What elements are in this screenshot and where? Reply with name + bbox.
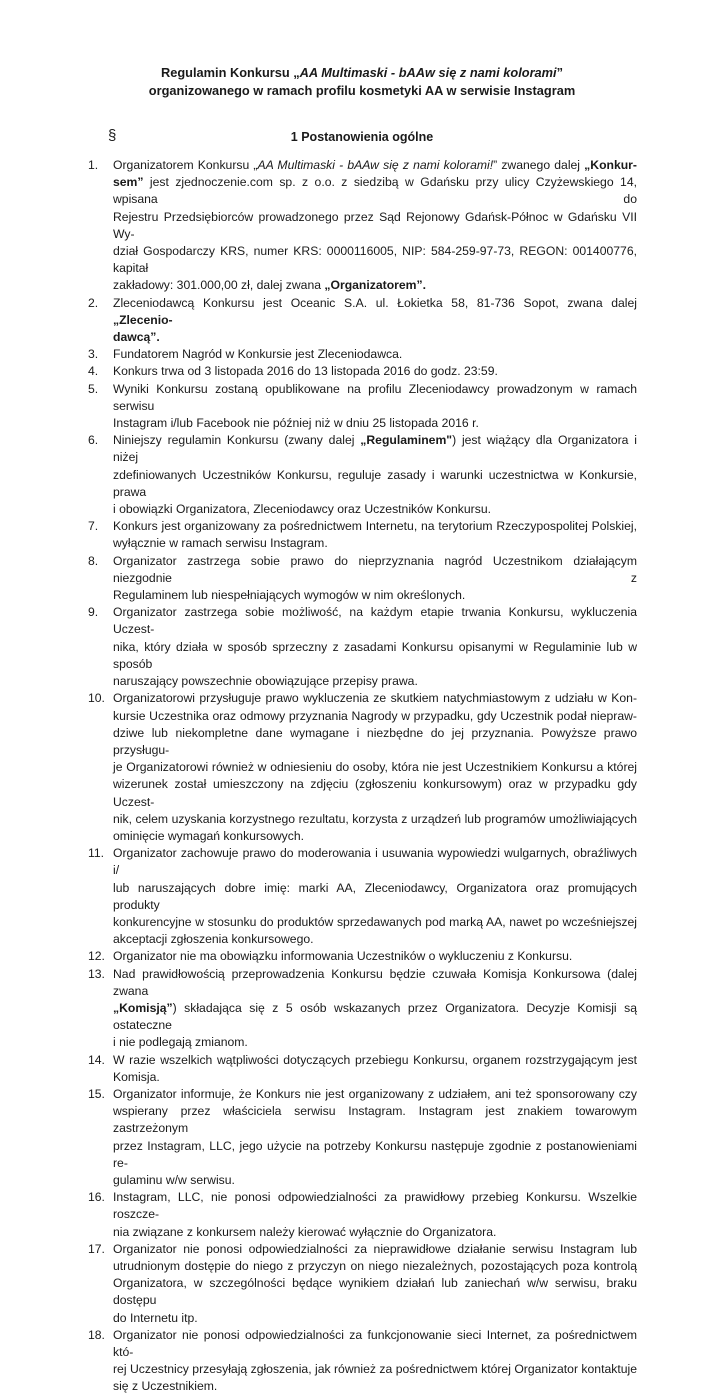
text-line xyxy=(113,432,637,466)
text-line xyxy=(113,415,637,432)
text-segment: ) jest wiążący dla Organizatora i niżej xyxy=(113,433,637,465)
item-number: 14. xyxy=(88,1052,105,1067)
text-line xyxy=(113,1241,637,1258)
item-text xyxy=(113,966,637,1052)
item-number: 8. xyxy=(88,553,99,568)
item-number: 15. xyxy=(88,1086,105,1101)
item-number: 1. xyxy=(88,158,99,172)
item-text xyxy=(113,518,637,552)
list-item xyxy=(0,381,637,433)
text-line xyxy=(113,1052,637,1069)
text-line xyxy=(113,1000,637,1034)
text-segment: nik, celem uzyskania korzystnego rezultatu, korzysta z urządzeń lub programów umożliwiających xyxy=(113,811,637,826)
text-line xyxy=(113,587,637,604)
text-segment: Komisja. xyxy=(113,1069,160,1084)
item-text xyxy=(113,1327,637,1396)
text-segment: Organizatora, w szczególności będące wynikiem działań lub zaniechań w/w serwisu, braku dostępu xyxy=(113,1276,637,1308)
text-segment: nika, który działa w sposób sprzeczny z zasadami Konkursu opisanymi w Regulaminie lub w sposób xyxy=(113,639,637,671)
item-text xyxy=(113,1086,637,1189)
text-segment: dawcą”. xyxy=(113,330,160,345)
text-line xyxy=(113,1103,637,1137)
text-line xyxy=(113,725,637,759)
text-line xyxy=(113,1172,637,1189)
item-number: 13. xyxy=(88,966,105,981)
item-number: 18. xyxy=(88,1327,105,1342)
text-line xyxy=(113,1310,637,1327)
item-text xyxy=(113,295,637,347)
text-segment: Organizator zastrzega sobie prawo do nieprzyznania nagród Uczestnikom działającym niezgodnie z xyxy=(113,553,637,585)
text-line xyxy=(113,346,637,363)
item-number: 2. xyxy=(88,295,99,310)
text-line xyxy=(113,209,637,243)
item-number: 16. xyxy=(88,1190,105,1205)
text-segment: „Regulaminem" xyxy=(360,433,453,448)
text-segment: Organizator nie ma obowiązku informowania Uczestników o wykluczeniu z Konkursu. xyxy=(113,949,573,964)
list-item xyxy=(0,346,637,363)
item-number: 4. xyxy=(88,364,99,379)
text-line xyxy=(113,811,637,828)
item-number: 17. xyxy=(88,1241,105,1256)
section-sign: § xyxy=(108,127,117,144)
list-item xyxy=(0,295,637,347)
text-segment: Wyniki Konkursu zostaną opublikowane na profilu Zleceniodawcy prowadzonym w ramach serwisu xyxy=(113,381,637,413)
text-segment: kursie Uczestnika oraz odmowy przyznania Nagrody w przypadku, gdy Uczestnik podał niepraw- xyxy=(113,708,637,723)
text-line xyxy=(113,381,637,415)
text-segment: ) składająca się z 5 osób wskazanych przez Organizatora. Decyzje Komisji są ostateczne xyxy=(113,1000,637,1033)
section-heading: 1 Postanowienia ogólne xyxy=(290,130,434,144)
text-line xyxy=(113,966,637,1000)
text-segment: się z Uczestnikiem. xyxy=(113,1379,218,1394)
list-item xyxy=(0,1052,637,1086)
text-segment: Organizator zastrzega sobie możliwość, na każdym etapie trwania Konkursu, wykluczenia Uczest- xyxy=(113,605,637,637)
text-line xyxy=(113,295,637,329)
text-line xyxy=(113,708,637,725)
text-segment: przez Instagram, LLC, jego użycie na potrzeby Konkursu następuje zgodnie z postanowieniami re- xyxy=(113,1138,637,1170)
text-segment: AA Multimaski - bAAw się z nami kolorami! xyxy=(257,158,494,172)
list-item xyxy=(0,1327,637,1396)
text-segment: dział Gospodarczy KRS, numer KRS: 0000116005, NIP: 584-259-97-73, REGON: 001400776, kapitał xyxy=(113,244,637,276)
text-line xyxy=(113,914,637,931)
text-segment: Konkurs trwa od 3 listopada 2016 do 13 listopada 2016 do godz. 23:59. xyxy=(113,364,498,379)
list-item xyxy=(0,604,637,690)
text-segment: Rejestru Przedsiębiorców prowadzonego przez Sąd Rejonowy Gdańsk-Północ w Gdańsku VII Wy- xyxy=(113,209,637,241)
text-segment: Zleceniodawcą Konkursu jest Oceanic S.A. ul. Łokietka 58, 81-736 Sopot, zwana dalej xyxy=(113,295,637,310)
text-line xyxy=(113,1086,637,1103)
list-item xyxy=(0,432,637,518)
list-item xyxy=(0,966,637,1052)
text-segment: „Komisją” xyxy=(113,1000,173,1015)
text-line xyxy=(113,363,637,380)
list-item xyxy=(0,363,637,380)
text-segment: naruszający powszechnie obowiązujące przepisy prawa. xyxy=(113,674,418,689)
item-number: 12. xyxy=(88,949,105,964)
text-segment: „Organizatorem”. xyxy=(324,278,426,293)
text-segment: Konkurs jest organizowany za pośrednictwem Internetu, na terytorium Rzeczypospolitej Polskiej, xyxy=(113,519,637,534)
text-segment: „Konkur- xyxy=(584,158,637,172)
text-line xyxy=(113,329,637,346)
text-line xyxy=(113,828,637,845)
text-line xyxy=(113,639,637,673)
text-line xyxy=(113,1138,637,1172)
text-segment: ” zwanego dalej xyxy=(493,158,585,172)
text-segment: gulaminu w/w serwisu. xyxy=(113,1172,235,1187)
text-segment: Instagram i/lub Facebook nie później niż w dniu 25 listopada 2016 r. xyxy=(113,416,479,431)
text-segment: Regulaminem lub niespełniających wymogów w nim określonych. xyxy=(113,588,466,603)
item-number: 9. xyxy=(88,605,99,620)
text-line xyxy=(113,604,637,638)
text-segment: do Internetu itp. xyxy=(113,1310,198,1325)
text-segment: wizerunek został umieszczony na zdjęciu (zgłoszeniu konkursowym) oraz w przypadku gdy Uczest- xyxy=(113,777,637,809)
title-line-1: Regulamin Konkursu „AA Multimaski - bAAw się z nami kolorami” xyxy=(161,65,563,80)
text-line xyxy=(113,1224,637,1241)
text-segment: je Organizatorowi również w odniesieniu do osoby, która nie jest Uczestnikiem Konkursu a której xyxy=(113,760,637,775)
text-segment: Instagram, LLC, nie ponosi odpowiedzialności za prawidłowy przebieg Konkursu. Wszelkie roszcze- xyxy=(113,1190,637,1222)
text-segment: i nie podlegają zmianom. xyxy=(113,1035,248,1050)
text-segment: Organizatorem Konkursu „ xyxy=(113,158,258,172)
item-number: 7. xyxy=(88,519,99,534)
list-item xyxy=(0,1241,637,1327)
text-line xyxy=(113,243,637,277)
text-segment: Organizatorowi przysługuje prawo wykluczenia ze skutkiem natychmiastowym z udziału w Kon- xyxy=(113,691,637,706)
text-segment: W razie wszelkich wątpliwości dotyczących przebiegu Konkursu, organem rozstrzygającym jest xyxy=(113,1052,637,1067)
text-line xyxy=(113,759,637,776)
text-segment: rej Uczestnicy przesyłają zgłoszenia, jak również za pośrednictwem której Organizator kontaktuje xyxy=(113,1362,637,1377)
item-text xyxy=(113,604,637,690)
item-text xyxy=(113,948,637,965)
text-segment: ominięcie wymagań konkursowych. xyxy=(113,828,305,843)
text-line xyxy=(113,1275,637,1309)
item-text xyxy=(113,363,637,380)
text-line xyxy=(113,673,637,690)
text-line xyxy=(113,1361,637,1378)
text-segment: Organizator informuje, że Konkurs nie jest organizowany z udziałem, ani też sponsorowany czy xyxy=(113,1086,637,1101)
text-line xyxy=(113,174,637,208)
item-text xyxy=(113,381,637,433)
item-number: 3. xyxy=(88,347,99,362)
item-text xyxy=(113,1189,637,1241)
item-text xyxy=(113,690,637,845)
text-line xyxy=(113,1069,637,1086)
text-segment: akceptacji zgłoszenia konkursowego. xyxy=(113,932,314,947)
item-text xyxy=(113,1052,637,1086)
list-item xyxy=(0,518,637,552)
list-item xyxy=(0,1086,637,1189)
text-line xyxy=(113,845,637,879)
item-text xyxy=(113,346,637,363)
text-line xyxy=(113,157,637,174)
text-line xyxy=(113,518,637,535)
list-item xyxy=(0,948,637,965)
text-segment: Organizator zachowuje prawo do moderowania i usuwania wypowiedzi wulgarnych, obraźliwych i/ xyxy=(113,846,637,878)
list-item xyxy=(0,553,637,605)
item-text xyxy=(113,432,637,518)
regulation-list xyxy=(0,157,724,1396)
text-segment: zakładowy: 301.000,00 zł, dalej zwana xyxy=(113,278,325,293)
text-line xyxy=(113,535,637,552)
text-line xyxy=(113,553,637,587)
text-segment: nia związane z konkursem należy kierować wyłącznie do Organizatora. xyxy=(113,1224,497,1239)
item-text xyxy=(113,553,637,605)
text-segment: wyłącznie w ramach serwisu Instagram. xyxy=(113,536,328,551)
text-segment: jest zjednoczenie.com sp. z o.o. z siedzibą w Gdańsku przy ulicy Czyżewskiego 14, wpisana do xyxy=(113,175,637,207)
item-text xyxy=(113,845,637,948)
text-line xyxy=(113,1258,637,1275)
text-segment: Organizator nie ponosi odpowiedzialności za funkcjonowanie sieci Internet, za pośrednictwem któ- xyxy=(113,1327,637,1360)
item-number: 10. xyxy=(88,691,105,706)
text-line xyxy=(113,1327,637,1361)
text-line xyxy=(113,776,637,810)
text-segment: sem” xyxy=(113,175,144,190)
text-segment: Fundatorem Nagród w Konkursie jest Zleceniodawca. xyxy=(113,347,403,362)
document-title xyxy=(0,64,724,100)
text-segment: lub naruszających dobre imię: marki AA, Zleceniodawcy, Organizatora oraz promujących produkty xyxy=(113,880,637,912)
list-item xyxy=(0,157,637,295)
text-segment: Nad prawidłowością przeprowadzenia Konkursu będzie czuwała Komisja Konkursowa (dalej zwana xyxy=(113,966,637,998)
list-item xyxy=(0,1189,637,1241)
text-line xyxy=(113,931,637,948)
list-item xyxy=(0,690,637,845)
text-line xyxy=(113,690,637,707)
text-line xyxy=(113,277,637,294)
text-line xyxy=(113,948,637,965)
text-segment: i obowiązki Organizatora, Zleceniodawcy oraz Uczestników Konkursu. xyxy=(113,502,491,517)
text-segment: konkurencyjne w stosunku do produktów sprzedawanych pod marką AA, nawet po wcześniejszej xyxy=(113,914,637,929)
item-text xyxy=(113,1241,637,1327)
text-segment: „Zlecenio- xyxy=(113,312,173,327)
text-segment: wspierany przez właściciela serwisu Instagram. Instagram jest znakiem towarowym zastrzeżonym xyxy=(113,1104,637,1136)
item-number: 5. xyxy=(88,381,99,396)
title-line-2: organizowanego w ramach profilu kosmetyki AA w serwisie Instagram xyxy=(148,83,576,98)
text-line xyxy=(113,1034,637,1051)
text-segment: zdefiniowanych Uczestników Konkursu, reguluje zasady i warunki uczestnictwa w Konkursie, prawa xyxy=(113,467,637,499)
text-segment: Organizator nie ponosi odpowiedzialności za nieprawidłowe działanie serwisu Instagram lub xyxy=(113,1241,637,1256)
text-segment: dziwe lub niekompletne dane wymagane i niezbędne do jej przyznania. Powyższe prawo przysługu- xyxy=(113,725,637,757)
text-line xyxy=(113,880,637,914)
text-line xyxy=(113,1378,637,1395)
text-segment: utrudnionym dostępie do niego z przyczyn on niego niezależnych, pozostających poza kontrolą xyxy=(113,1259,637,1273)
text-line xyxy=(113,1189,637,1223)
item-number: 6. xyxy=(88,433,99,448)
text-line xyxy=(113,467,637,501)
list-item xyxy=(0,845,637,948)
text-line xyxy=(113,501,637,518)
item-text xyxy=(113,157,637,295)
text-segment: Niniejszy regulamin Konkursu (zwany dalej xyxy=(113,433,361,448)
item-number: 11. xyxy=(88,846,105,861)
